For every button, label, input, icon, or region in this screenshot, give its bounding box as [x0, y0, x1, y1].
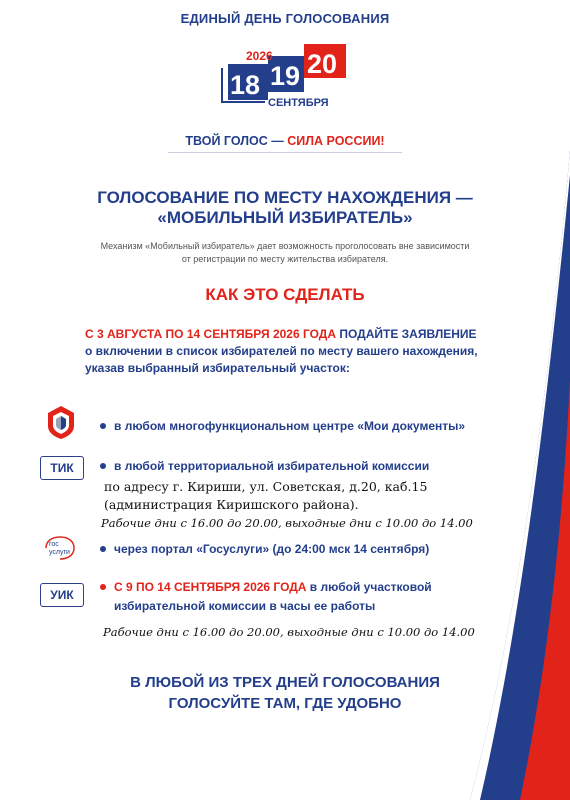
option-gosuslugi — [100, 542, 429, 556]
tik-address-line-1: по адресу г. Кириши, ул. Советская, д.20, каб.15 — [104, 479, 428, 494]
footer-line-2: ГОЛОСУЙТЕ ТАМ, ГДЕ УДОБНО — [168, 695, 402, 712]
option-gosuslugi-text: через портал «Госуслуги» (до 24:00 мск 14 сентября) — [114, 542, 430, 556]
footer-slogan — [20, 672, 550, 714]
how-to-title: КАК ЭТО СДЕЛАТЬ — [205, 285, 365, 304]
logo-year: 2026 — [246, 49, 273, 63]
description-line-2: от регистрации по месту жительства избирателя. — [181, 254, 389, 264]
tik-hours: Рабочие дни с 16.00 до 20.00, выходные дни с 10.00 до 14.00 — [101, 516, 473, 530]
main-title — [20, 188, 550, 228]
slogan-underline — [168, 152, 402, 153]
option-uik-dates: С 9 ПО 14 СЕНТЯБРЯ 2026 ГОДА — [114, 580, 307, 594]
main-title-line-2: «МОБИЛЬНЫЙ ИЗБИРАТЕЛЬ» — [157, 208, 413, 227]
gosuslugi-logo-bottom: услуги — [49, 549, 70, 556]
slogan-part-2: СИЛА РОССИИ! — [287, 134, 385, 148]
slogan — [0, 134, 570, 148]
bullet — [100, 423, 106, 429]
apply-action: ПОДАЙТЕ ЗАЯВЛЕНИЕ — [336, 327, 477, 341]
event-title: ЕДИНЫЙ ДЕНЬ ГОЛОСОВАНИЯ — [180, 11, 390, 26]
logo-day-18: 18 — [230, 70, 261, 100]
option-tik-text: в любой территориальной избирательной комиссии — [114, 459, 430, 473]
slogan-part-1: ТВОЙ ГОЛОС — — [185, 134, 288, 148]
apply-instructions — [85, 326, 555, 377]
option-mfc — [100, 419, 465, 433]
gosuslugi-logo-top: гос — [49, 541, 59, 548]
apply-line-3: указав выбранный избирательный участок: — [85, 361, 350, 375]
logo-graphic — [220, 40, 350, 115]
mfc-logo-icon — [46, 404, 76, 445]
tik-address-line-2: (администрация Киришского района). — [104, 497, 359, 512]
option-mfc-text: в любом многофункциональном центре «Мои документы» — [114, 419, 466, 433]
apply-dates: С 3 АВГУСТА ПО 14 СЕНТЯБРЯ 2026 ГОДА — [85, 327, 337, 341]
description — [60, 240, 510, 266]
footer-line-1: В ЛЮБОЙ ИЗ ТРЕХ ДНЕЙ ГОЛОСОВАНИЯ — [130, 674, 440, 691]
option-uik-text-line-2: избирательной комиссии в часы ее работы — [114, 599, 376, 613]
option-tik — [100, 459, 429, 473]
description-line-1: Механизм «Мобильный избиратель» дает возможность проголосовать вне зависимости — [100, 241, 470, 251]
option-uik-text: в любой участковой — [306, 580, 432, 594]
option-uik — [100, 578, 432, 616]
logo-month: СЕНТЯБРЯ — [268, 97, 329, 109]
main-title-line-1: ГОЛОСОВАНИЕ ПО МЕСТУ НАХОЖДЕНИЯ — — [97, 188, 473, 207]
bullet — [100, 584, 106, 590]
tik-badge: ТИК — [40, 456, 84, 480]
apply-line-2: о включении в список избирателей по месту вашего нахождения, — [85, 344, 478, 358]
election-date-logo — [220, 40, 350, 115]
logo-day-20: 20 — [307, 49, 338, 79]
bullet — [100, 463, 106, 469]
bullet — [100, 546, 106, 552]
logo-day-19: 19 — [270, 61, 301, 91]
gosuslugi-logo-icon — [44, 536, 76, 565]
uik-badge: УИК — [40, 583, 84, 607]
uik-hours: Рабочие дни с 16.00 до 20.00, выходные дни с 10.00 до 14.00 — [103, 625, 475, 639]
